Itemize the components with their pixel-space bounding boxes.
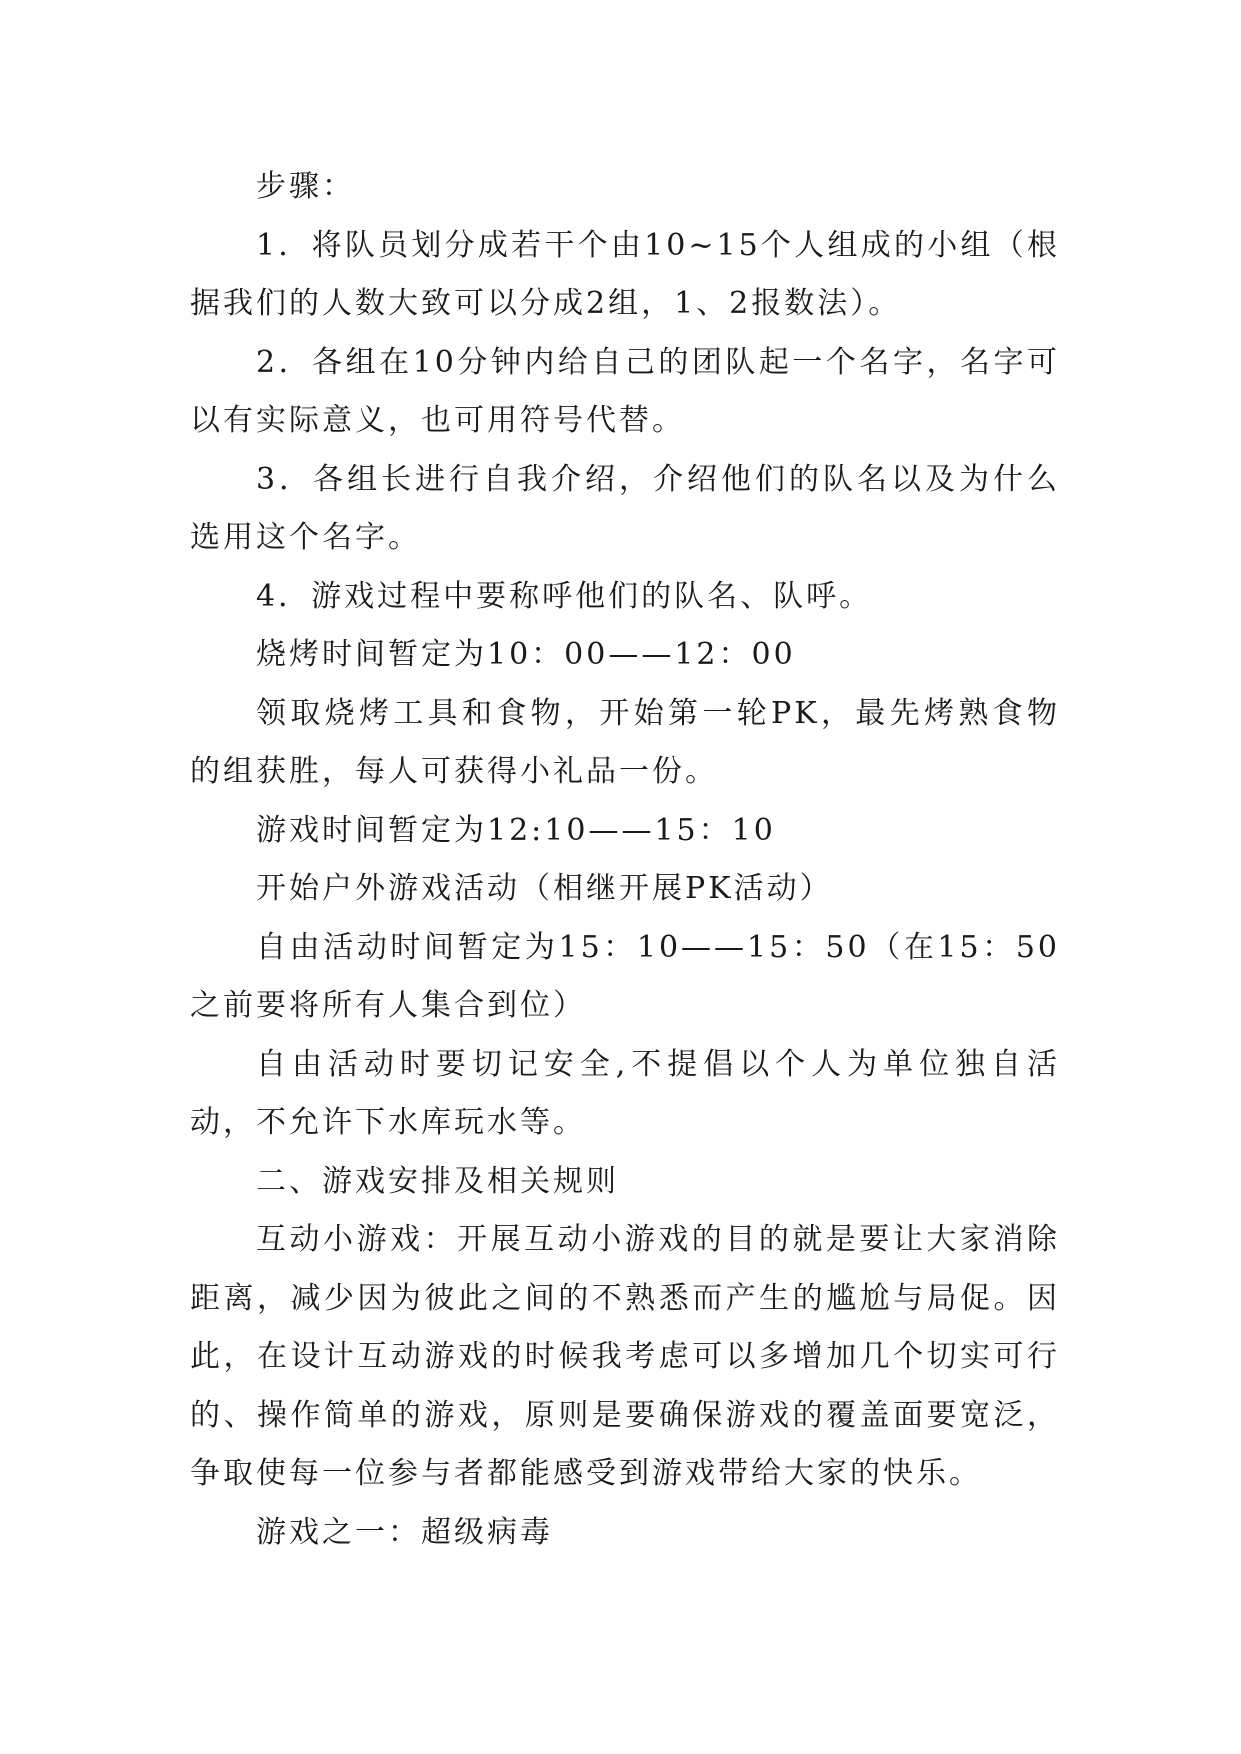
paragraph-bbq-details: 领取烧烤工具和食物，开始第一轮PK，最先烤熟食物的组获胜，每人可获得小礼品一份。 — [190, 695, 1060, 789]
paragraph-outdoor-games: 开始户外游戏活动（相继开展PK活动） — [256, 871, 833, 906]
paragraph-steps-heading: 步骤： — [256, 169, 355, 204]
paragraph-step-4: 4．游戏过程中要称呼他们的队名、队呼。 — [256, 578, 873, 614]
paragraph-step-2: 2．各组在10分钟内给自己的团队起一个名字，名字可以有实际意义，也可用符号代替。 — [190, 344, 1060, 438]
paragraph-interactive-games: 互动小游戏：开展互动小游戏的目的就是要让大家消除距离，减少因为彼此之间的不熟悉而产生的尴尬与局促。因此，在设计互动游戏的时候我考虑可以多增加几个切实可行的、操作简单的游戏，原则是要确保游戏的覆盖面要宽泛，争取使每一位参与者都能感受到游戏带给大家的快乐。 — [190, 1222, 1060, 1491]
paragraph-free-time: 自由活动时间暂定为15：10——15：50（在15：50之前要将所有人集合到位） — [190, 929, 1060, 1023]
paragraph-game-one: 游戏之一：超级病毒 — [256, 1514, 553, 1550]
paragraph-bbq-time: 烧烤时间暂定为10：00——12：00 — [256, 637, 796, 672]
paragraph-game-time: 游戏时间暂定为12:10——15：10 — [256, 812, 776, 848]
paragraph-step-1: 1．将队员划分成若干个由10~15个人组成的小组（根据我们的人数大致可以分成2组，1、2报数法）。 — [190, 227, 1060, 321]
document-body — [190, 158, 1060, 1562]
paragraph-step-3: 3．各组长进行自我介绍，介绍他们的队名以及为什么选用这个名字。 — [190, 461, 1060, 555]
section-heading-games: 二、游戏安排及相关规则 — [256, 1163, 619, 1199]
paragraph-safety: 自由活动时要切记安全,不提倡以个人为单位独自活动，不允许下水库玩水等。 — [190, 1046, 1060, 1140]
